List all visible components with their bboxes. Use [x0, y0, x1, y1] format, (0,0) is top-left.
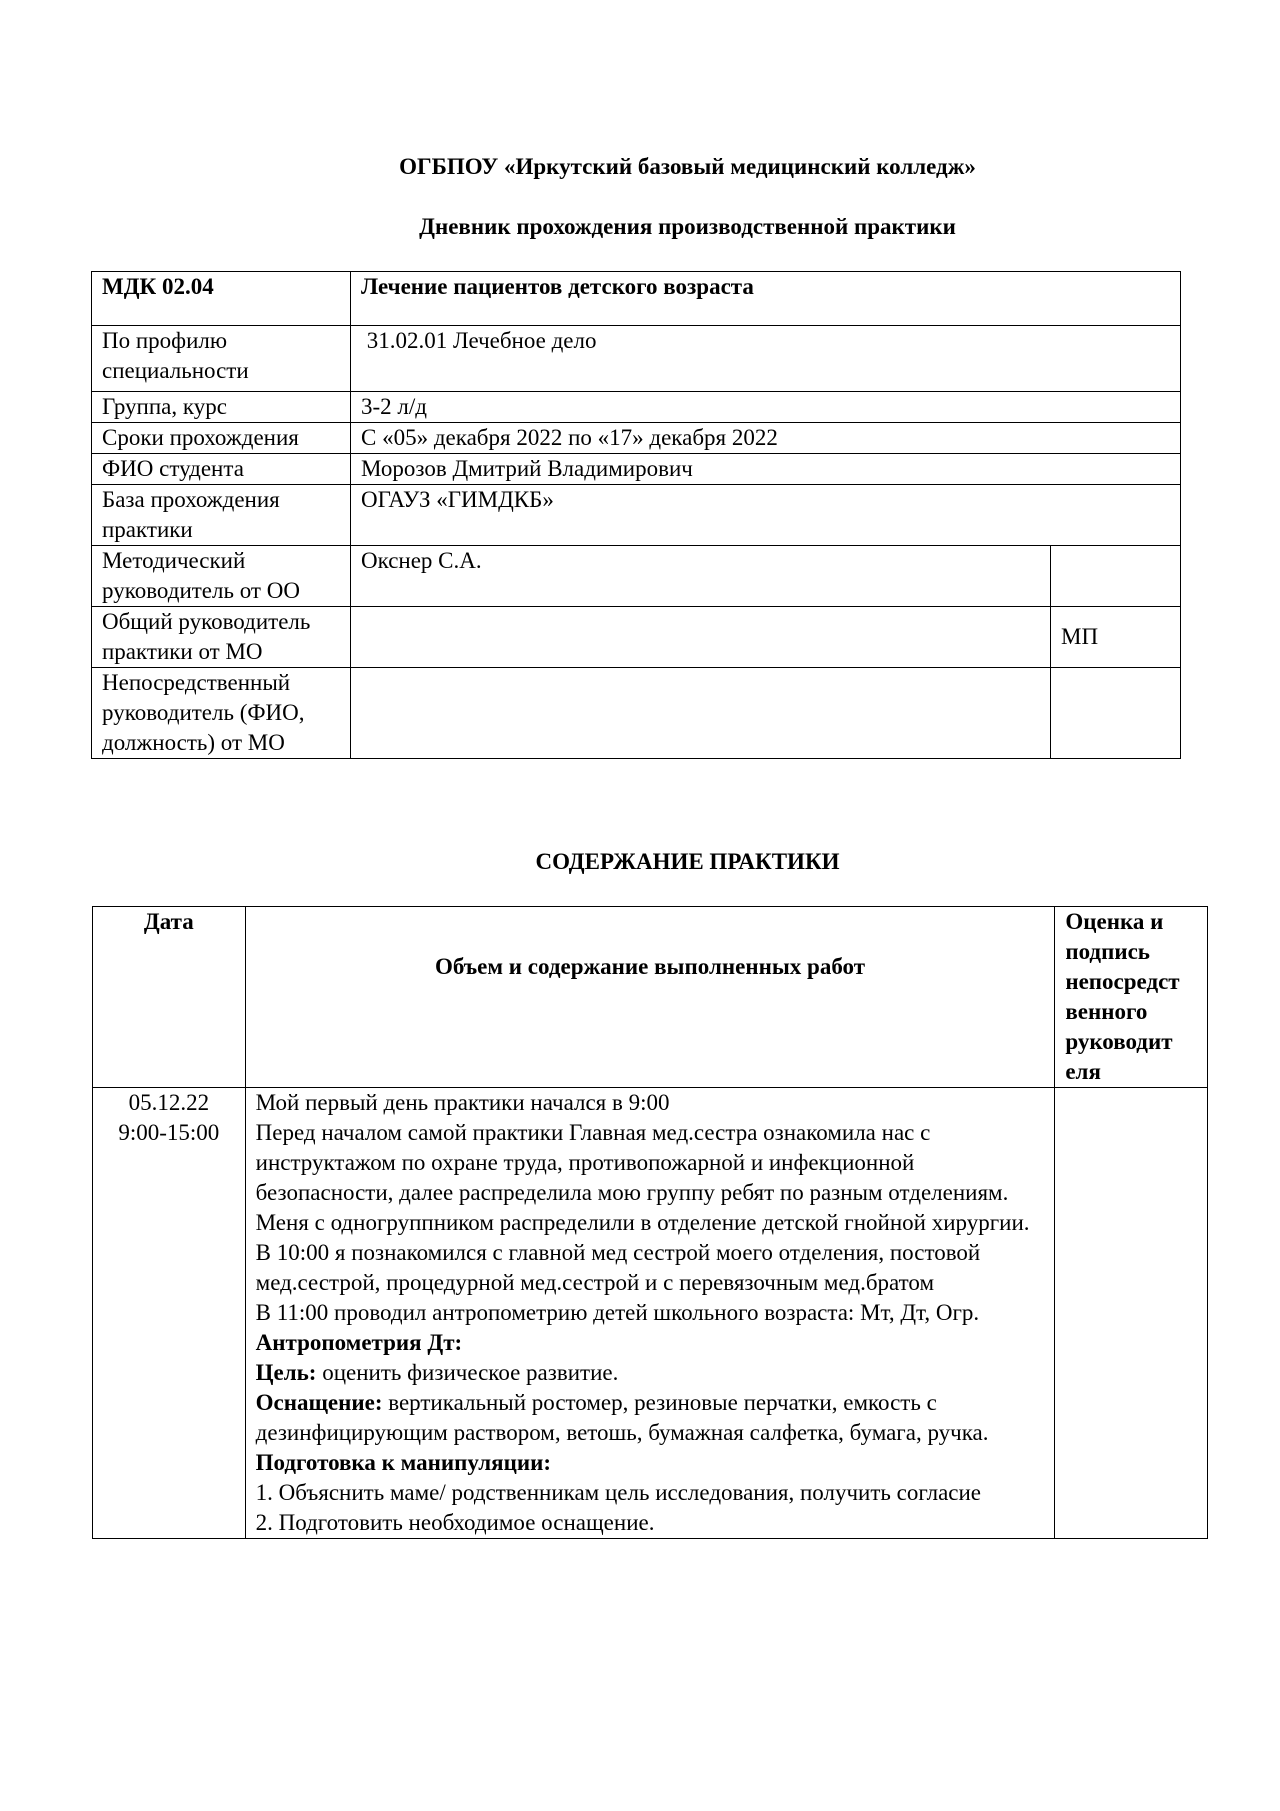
table-row [92, 454, 1181, 485]
table-row [92, 607, 1181, 668]
equipment-text: вертикальный ростомер, резиновые перчатки, емкость с дезинфицирующим раствором, ветошь, бумажная салфетка, бумага, ручка. [255, 1390, 989, 1445]
time-value: 9:00-15:00 [118, 1120, 220, 1145]
paragraph-staff: В 10:00 я познакомился с главной мед сестрой моего отделения, постовой мед.сестрой, процедурной мед.сестрой и с перевязочным мед.братом [255, 1240, 981, 1295]
column-header-work-text: Объем и содержание выполненных работ [434, 954, 866, 979]
table-row [92, 546, 1181, 607]
anthropometry-heading: Антропометрия Дт: [255, 1330, 463, 1355]
direct-stamp-cell [1051, 668, 1181, 759]
goal-text: оценить физическое развитие. [316, 1360, 619, 1385]
date-cell [93, 1088, 246, 1539]
column-header-date: Дата [93, 907, 246, 1088]
work-table [92, 906, 1208, 1539]
dates-value: С «05» декабря 2022 по «17» декабря 2022 [351, 423, 1181, 454]
direct-value [351, 668, 1051, 759]
equipment-line [256, 1388, 1045, 1448]
column-header-mark: Оценка и подпись непосредст венного руководит еля [1055, 907, 1208, 1088]
table-row [93, 1088, 1208, 1539]
student-value: Морозов Дмитрий Владимирович [351, 454, 1181, 485]
profile-value: 31.02.01 Лечебное дело [351, 326, 1181, 392]
method-label: Методический руководитель от ОО [92, 546, 351, 607]
date-value: 05.12.22 [128, 1090, 210, 1115]
step-1: 1. Объяснить маме/ родственникам цель исследования, получить согласие [255, 1480, 982, 1505]
group-value: 3-2 л/д [351, 392, 1181, 423]
profile-label: По профилю специальности [92, 326, 351, 392]
base-value: ОГАУЗ «ГИМДКБ» [351, 485, 1181, 546]
equipment-label: Оснащение: [255, 1390, 383, 1415]
preparation-heading: Подготовка к манипуляции: [255, 1450, 552, 1475]
table-row [92, 423, 1181, 454]
mdk-label: МДК 02.04 [92, 272, 351, 326]
table-row [92, 272, 1181, 326]
paragraph-anthropometry: В 11:00 проводил антропометрию детей школьного возраста: Мт, Дт, Огр. [255, 1300, 980, 1325]
mdk-value: Лечение пациентов детского возраста [351, 272, 1181, 326]
general-value [351, 607, 1051, 668]
group-label: Группа, курс [92, 392, 351, 423]
content-title: СОДЕРЖАНИЕ ПРАКТИКИ [535, 849, 840, 874]
dates-label: Сроки прохождения [92, 423, 351, 454]
signature-cell [1055, 1088, 1208, 1539]
paragraph-briefing: Перед началом самой практики Главная мед.сестра ознакомила нас с инструктажом по охране труда, противопожарной и инфекционной безопасности, далее распределила мою группу ребят по разным отделениям. Меня с одногруппником распределили в отделение детской гнойной хирургии. [255, 1120, 1030, 1235]
table-row [92, 326, 1181, 392]
info-table [91, 271, 1181, 759]
work-description-cell [245, 1088, 1055, 1539]
college-title: ОГБПОУ «Иркутский базовый медицинский колледж» [399, 154, 976, 179]
step-2: 2. Подготовить необходимое оснащение. [255, 1510, 655, 1535]
stamp-mp: МП [1051, 607, 1181, 668]
table-row [92, 668, 1181, 759]
direct-label: Непосредственный руководитель (ФИО, должность) от МО [92, 668, 351, 759]
paragraph-start: Мой первый день практики начался в 9:00 [255, 1090, 670, 1115]
method-stamp-cell [1051, 546, 1181, 607]
diary-title: Дневник прохождения производственной практики [419, 214, 956, 239]
method-value: Окснер С.А. [351, 546, 1051, 607]
column-header-work [245, 907, 1055, 1088]
goal-line [256, 1358, 1045, 1388]
table-header-row [93, 907, 1208, 1088]
general-label: Общий руководитель практики от МО [92, 607, 351, 668]
student-label: ФИО студента [92, 454, 351, 485]
table-row [92, 392, 1181, 423]
table-row [92, 485, 1181, 546]
base-label: База прохождения практики [92, 485, 351, 546]
goal-label: Цель: [255, 1360, 317, 1385]
